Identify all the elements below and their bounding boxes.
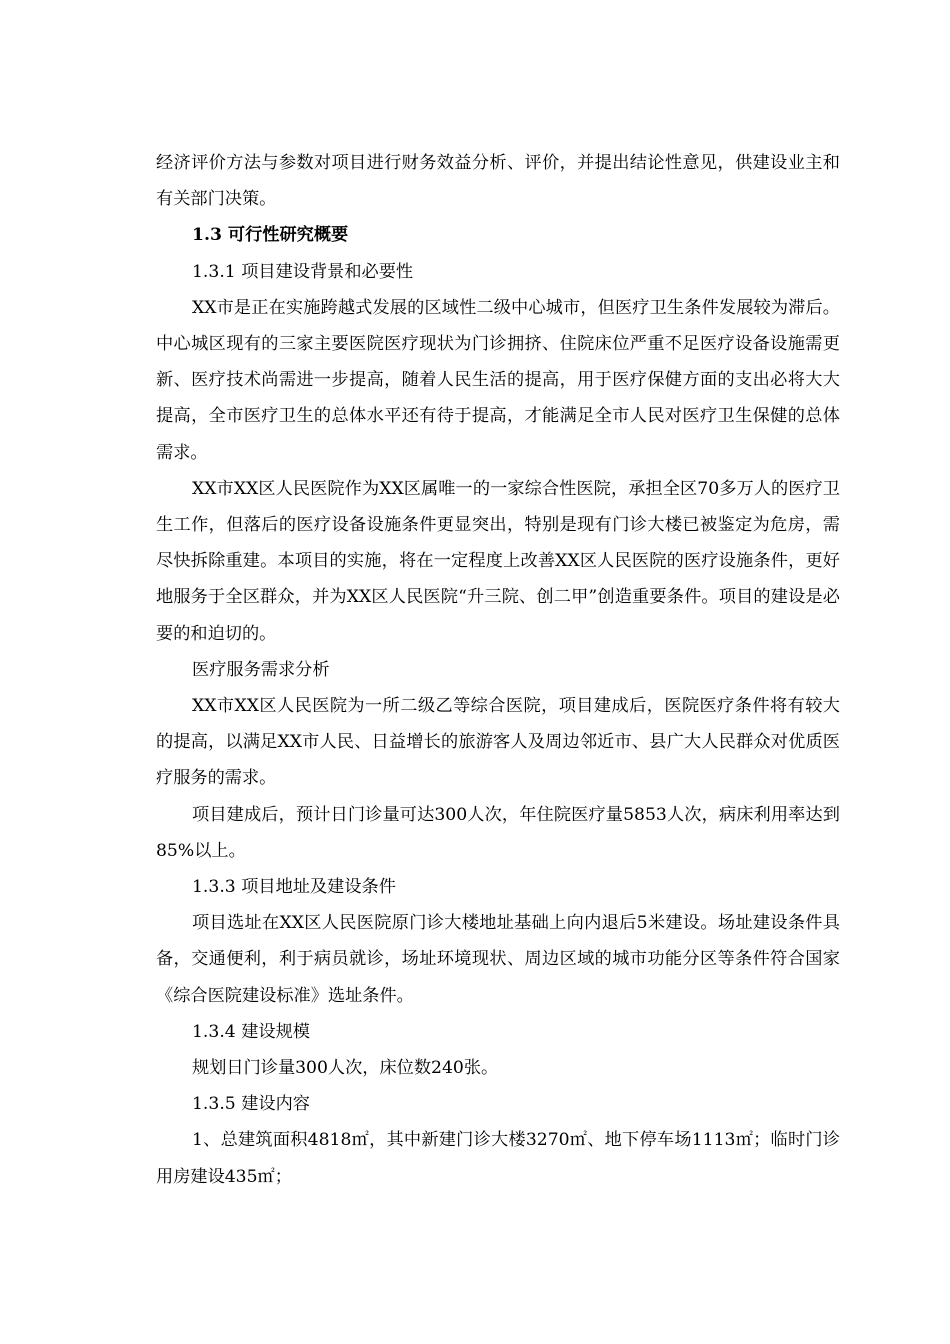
paragraph-expected-volume: 项目建成后，预计日门诊量可达300人次，年住院医疗量5853人次，病床利用率达到85%以上。 bbox=[156, 804, 840, 861]
paragraph-evaluation-intro: 经济评价方法与参数对项目进行财务效益分析、评价，并提出结论性意见，供建设业主和有关部门决策。 bbox=[156, 153, 840, 210]
section-heading-demand-analysis: 医疗服务需求分析 bbox=[192, 659, 330, 680]
section-heading-1-3-4: 1.3.4 建设规模 bbox=[192, 1021, 310, 1042]
paragraph-hospital-necessity: XX市XX区人民医院作为XX区属唯一的一家综合性医院，承担全区70多万人的医疗卫生工作，但落后的医疗设备设施条件更显突出，特别是现有门诊大楼已被鉴定为危房，需尽快拆除重建。本项目的实施，将在一定程度上改善XX区人民医院的医疗设施条件，更好地服务于全区群众，并为XX区人民医院“升三院、创二甲”创造重要条件。项目的建设是必要的和迫切的。 bbox=[156, 478, 840, 644]
section-heading-1-3: 1.3 可行性研究概要 bbox=[192, 225, 349, 246]
paragraph-construction-content: 1、总建筑面积4818㎡，其中新建门诊大楼3270㎡、地下停车场1113㎡；临时门诊用房建设435㎡； bbox=[156, 1130, 840, 1187]
section-heading-1-3-3: 1.3.3 项目地址及建设条件 bbox=[192, 877, 396, 898]
paragraph-construction-scale: 规划日门诊量300人次，床位数240张。 bbox=[192, 1058, 499, 1079]
section-heading-1-3-5: 1.3.5 建设内容 bbox=[192, 1094, 310, 1115]
paragraph-hospital-demand: XX市XX区人民医院为一所二级乙等综合医院，项目建成后，医院医疗条件将有较大的提高，以满足XX市人民、日益增长的旅游客人及周边邻近市、县广大人民群众对优质医疗服务的需求。 bbox=[156, 696, 840, 789]
document-body bbox=[156, 145, 840, 1195]
paragraph-city-background: XX市是正在实施跨越式发展的区域性二级中心城市，但医疗卫生条件发展较为滞后。中心城区现有的三家主要医院医疗现状为门诊拥挤、住院床位严重不足医疗设备设施需更新、医疗技术尚需进一步提高，随着人民生活的提高，用于医疗保健方面的支出必将大大提高，全市医疗卫生的总体水平还有待于提高，才能满足全市人民对医疗卫生保健的总体需求。 bbox=[156, 297, 840, 463]
paragraph-site-conditions: 项目选址在XX区人民医院原门诊大楼地址基础上向内退后5米建设。场址建设条件具备，交通便利，利于病员就诊，场址环境现状、周边区域的城市功能分区等条件符合国家《综合医院建设标准》选址条件。 bbox=[156, 913, 840, 1006]
section-heading-1-3-1: 1.3.1 项目建设背景和必要性 bbox=[192, 261, 414, 282]
